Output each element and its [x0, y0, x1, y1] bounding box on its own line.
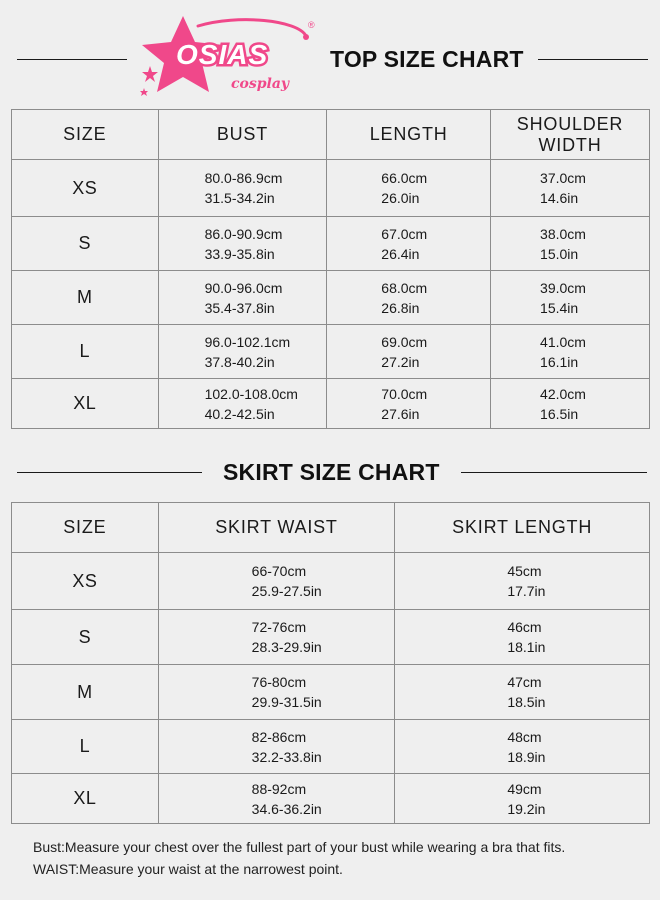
imperial-value: 35.4-37.8in — [204, 299, 275, 316]
top-size-table — [11, 109, 650, 429]
size-cell: S — [12, 217, 159, 271]
table-row — [12, 379, 650, 429]
length-cell — [327, 160, 491, 217]
imperial-value: 18.1in — [507, 639, 546, 655]
waist-note: WAIST:Measure your waist at the narrowest point. — [33, 861, 343, 877]
imperial-value: 15.4in — [540, 299, 579, 316]
table-header-row — [12, 110, 650, 160]
length-cell — [327, 217, 491, 271]
table-row — [12, 325, 650, 379]
imperial-value: 31.5-34.2in — [204, 190, 275, 206]
measurement-notes — [33, 836, 653, 880]
table-header-row — [12, 503, 650, 553]
metric-value: 38.0cm — [540, 225, 586, 242]
imperial-value: 16.1in — [540, 353, 579, 370]
imperial-value: 29.9-31.5in — [251, 694, 322, 710]
size-cell: XS — [12, 553, 159, 610]
table-row — [12, 665, 650, 720]
size-cell: S — [12, 610, 159, 665]
skirt-chart-title: SKIRT SIZE CHART — [223, 459, 440, 485]
length-cell — [327, 325, 491, 379]
shoulder-cell — [491, 271, 650, 325]
imperial-value: 27.2in — [381, 353, 420, 370]
table-row — [12, 160, 650, 217]
metric-value: 102.0-108.0cm — [204, 385, 298, 402]
imperial-value: 34.6-36.2in — [251, 800, 322, 817]
shoulder-cell — [491, 325, 650, 379]
column-header: SIZE — [12, 503, 159, 553]
column-header: SIZE — [12, 110, 159, 160]
imperial-value: 16.5in — [540, 405, 579, 422]
metric-value: 45cm — [507, 563, 542, 579]
metric-value: 69.0cm — [381, 333, 428, 350]
imperial-value: 32.2-33.8in — [251, 748, 322, 765]
metric-value: 68.0cm — [381, 279, 428, 296]
imperial-value: 25.9-27.5in — [251, 583, 322, 599]
imperial-value: 33.9-35.8in — [204, 245, 275, 262]
metric-value: 41.0cm — [540, 333, 586, 350]
imperial-value: 17.7in — [507, 583, 546, 599]
size-cell: L — [12, 325, 159, 379]
length-cell — [327, 271, 491, 325]
table-row — [12, 610, 650, 665]
skirt-chart-header — [0, 459, 660, 486]
imperial-value: 28.3-29.9in — [251, 639, 322, 655]
size-cell: M — [12, 665, 159, 720]
metric-value: 49cm — [507, 780, 542, 797]
brand-name: OSIAS — [176, 39, 269, 70]
length-cell — [395, 553, 650, 610]
waist-cell — [158, 720, 395, 774]
bust-cell — [158, 160, 327, 217]
divider-line — [538, 59, 648, 61]
imperial-value: 26.8in — [381, 299, 420, 316]
metric-value: 96.0-102.1cm — [204, 333, 291, 350]
imperial-value: 26.0in — [381, 190, 420, 206]
column-header: BUST — [158, 110, 327, 160]
metric-value: 70.0cm — [381, 385, 428, 402]
imperial-value: 18.9in — [507, 748, 546, 765]
imperial-value: 15.0in — [540, 245, 579, 262]
metric-value: 86.0-90.9cm — [204, 225, 283, 242]
length-cell — [395, 720, 650, 774]
metric-value: 82-86cm — [251, 728, 307, 745]
metric-value: 66.0cm — [381, 170, 428, 186]
size-cell: XL — [12, 379, 159, 429]
metric-value: 48cm — [507, 728, 542, 745]
shoulder-cell — [491, 160, 650, 217]
skirt-size-table — [11, 502, 650, 824]
metric-value: 46cm — [507, 619, 542, 635]
imperial-value: 40.2-42.5in — [204, 405, 275, 422]
imperial-value: 14.6in — [540, 190, 579, 206]
size-cell: XL — [12, 774, 159, 824]
bust-cell — [158, 271, 327, 325]
metric-value: 88-92cm — [251, 780, 307, 797]
top-table-body — [12, 160, 650, 429]
waist-cell — [158, 774, 395, 824]
length-cell — [395, 610, 650, 665]
imperial-value: 27.6in — [381, 405, 420, 422]
top-chart-header — [0, 46, 660, 73]
table-row — [12, 553, 650, 610]
waist-cell — [158, 610, 395, 665]
imperial-value: 26.4in — [381, 245, 420, 262]
table-row — [12, 774, 650, 824]
divider-line — [17, 472, 202, 474]
registered-mark: ® — [308, 20, 315, 30]
size-cell: XS — [12, 160, 159, 217]
metric-value: 47cm — [507, 674, 542, 690]
divider-line — [461, 472, 647, 474]
bust-cell — [158, 325, 327, 379]
column-header: SKIRT WAIST — [158, 503, 395, 553]
column-header: SHOULDER WIDTH — [491, 110, 650, 160]
table-row — [12, 271, 650, 325]
metric-value: 37.0cm — [540, 170, 586, 186]
imperial-value: 19.2in — [507, 800, 546, 817]
length-cell — [395, 665, 650, 720]
metric-value: 80.0-86.9cm — [204, 170, 283, 186]
column-header: LENGTH — [327, 110, 491, 160]
metric-value: 76-80cm — [251, 674, 307, 690]
length-cell — [395, 774, 650, 824]
metric-value: 39.0cm — [540, 279, 586, 296]
metric-value: 90.0-96.0cm — [204, 279, 283, 296]
metric-value: 66-70cm — [251, 563, 307, 579]
metric-value: 72-76cm — [251, 619, 307, 635]
divider-line — [17, 59, 127, 61]
imperial-value: 18.5in — [507, 694, 546, 710]
metric-value: 67.0cm — [381, 225, 428, 242]
brand-subtitle: cosplay — [231, 76, 290, 92]
size-cell: L — [12, 720, 159, 774]
column-header: SKIRT LENGTH — [395, 503, 650, 553]
imperial-value: 37.8-40.2in — [204, 353, 275, 370]
skirt-table-body — [12, 553, 650, 824]
shoulder-cell — [491, 217, 650, 271]
size-cell: M — [12, 271, 159, 325]
shoulder-cell — [491, 379, 650, 429]
top-chart-title: TOP SIZE CHART — [330, 46, 524, 72]
length-cell — [327, 379, 491, 429]
metric-value: 42.0cm — [540, 385, 586, 402]
waist-cell — [158, 665, 395, 720]
table-row — [12, 720, 650, 774]
bust-note: Bust:Measure your chest over the fullest part of your bust while wearing a bra that fits. — [33, 839, 566, 855]
waist-cell — [158, 553, 395, 610]
bust-cell — [158, 217, 327, 271]
table-row — [12, 217, 650, 271]
bust-cell — [158, 379, 327, 429]
